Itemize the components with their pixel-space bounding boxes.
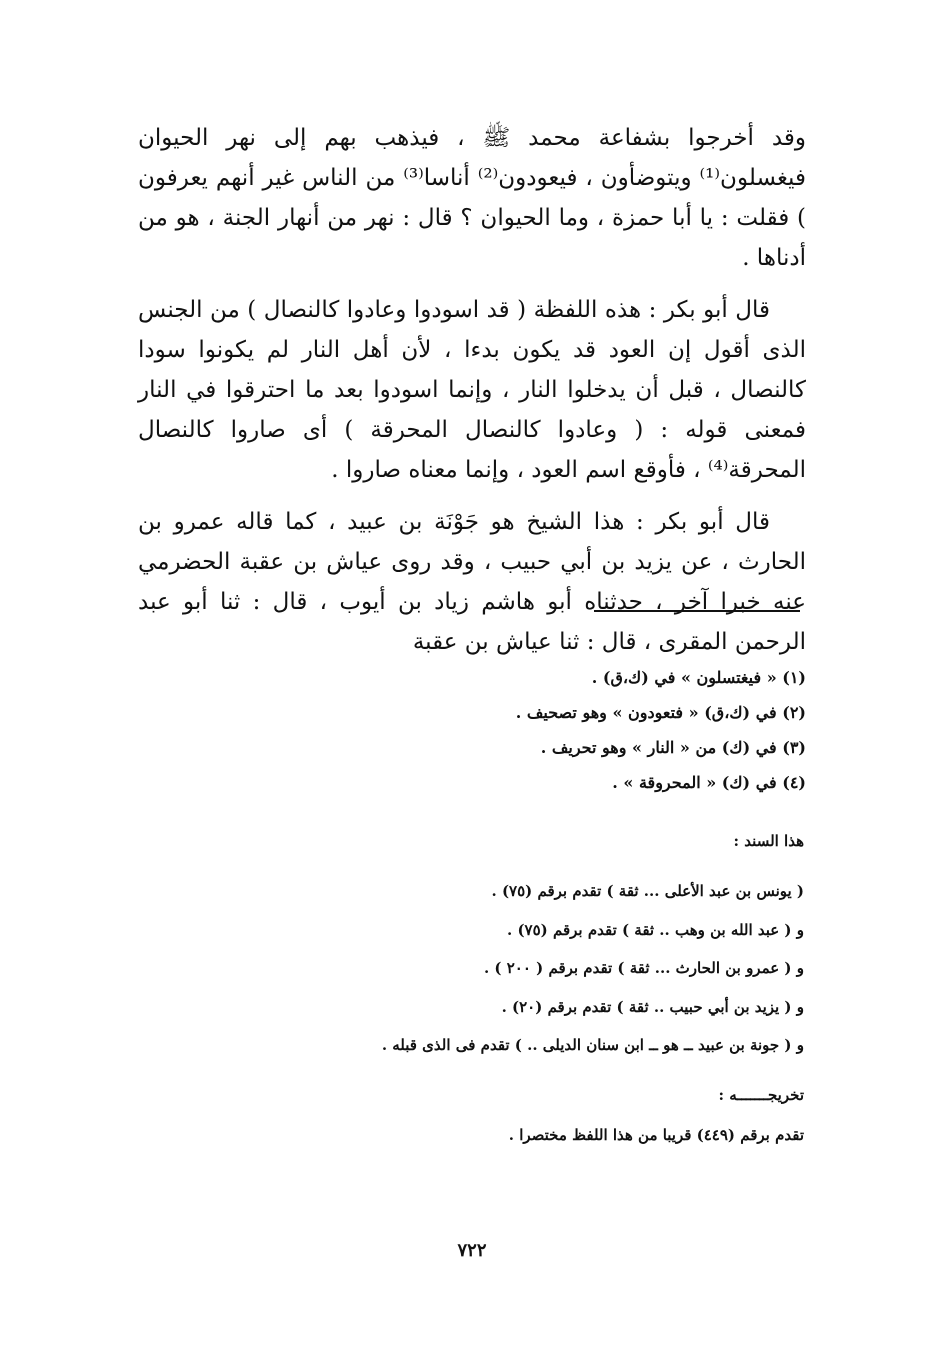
takhrij-text: تقدم برقم (٤٤٩) قريبا من هذا اللفظ مختصرا . xyxy=(508,1126,804,1144)
sanad-heading: هذا السند : xyxy=(733,832,804,850)
sanad-item: و ( عبد الله بن وهب .. ثقة ) تقدم برقم (٧٥) . xyxy=(507,920,804,939)
sanad-item: و ( يزيد بن أبي حبيب .. ثقة ) تقدم برقم (٢٠) . xyxy=(501,997,804,1016)
paragraph-1: وقد أخرجوا بشفاعة محمد ﷺ ، فيذهب بهم إلى نهر الحيوان فيغسلون⁽¹⁾ ويتوضأون ، فيعودون⁽²⁾ أناسا⁽³⁾ من الناس غير أنهم يعرفون ) فقلت : يا أبا حمزة ، وما الحيوان ؟ قال : نهر من أنهار الجنة ، هو من أدناها . xyxy=(138,125,806,271)
footnotes-section xyxy=(420,660,806,800)
footnote-3: (٣) في (ك) من « النار » وهو تحريف . xyxy=(540,738,806,757)
sanad-item: و ( عمرو بن الحارث ... ثقة ) تقدم برقم ( ٢٠٠ ) . xyxy=(483,959,804,977)
sanad-item: ( يونس بن عبد الأعلى ... ثقة ) تقدم برقم (٧٥) . xyxy=(491,882,804,900)
footnote-1: (١) « فيغتسلون » في (ك،ق) . xyxy=(591,668,806,687)
sanad-item: و ( جونة بن عبيد ــ هو ــ ابن سنان الديلى .. ) تقدم فى الذى قبله . xyxy=(381,1036,804,1054)
footnote-4: (٤) في (ك) « المحروقة » . xyxy=(612,773,806,792)
footnote-separator-line xyxy=(594,610,800,612)
paragraph-2: قال أبو بكر : هذه اللفظة ( قد اسودوا وعادوا كالنصال ) من الجنس الذى أقول إن العود قد يكون بدءا ، لأن أهل النار لم يكونوا سودا كالنصال ، قبل أن يدخلوا النار ، وإنما اسودوا بعد ما احترقوا في النار فمعنى قوله : ( وعادوا كالنصال المحرقة ) أى صاروا كالنصال المحرقة⁽⁴⁾ ، فأوقع اسم العود ، وإنما معناه صاروا . xyxy=(138,297,806,483)
takhrij-heading: تخريجـــــــه : xyxy=(718,1086,804,1104)
sanad-list xyxy=(324,872,804,1065)
main-text-body xyxy=(138,118,806,674)
footnote-2: (٢) في (ك،ق) « فتعودون » وهو تصحيف . xyxy=(515,703,806,722)
page-number: ٧٢٢ xyxy=(457,1240,487,1261)
paragraph-3: قال أبو بكر : هذا الشيخ هو جَوْنَة بن عبيد ، كما قاله عمرو بن الحارث ، عن يزيد بن أبي حبيب ، وقد روى عياش بن عقبة الحضرمي عنه خبرا آخر ، حدثناه أبو هاشم زياد بن أيوب ، قال : ثنا أبو عبد الرحمن المقرى ، قال : ثنا عياش بن عقبة xyxy=(138,509,806,655)
